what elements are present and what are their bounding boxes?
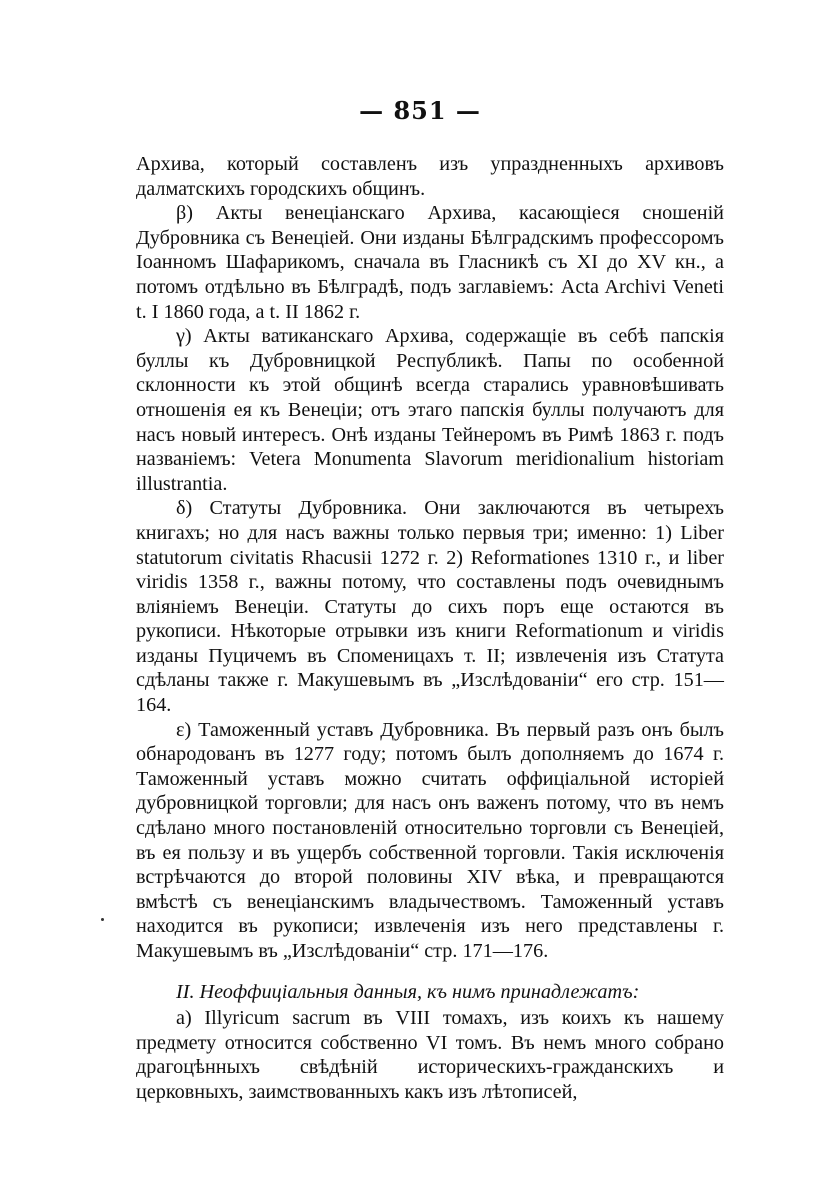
paragraph-archive-continuation: Архива, который составленъ изъ упраздненныхъ архивовъ далматскихъ городскихъ общинъ. [136, 153, 724, 200]
paragraph-venetian-archive: β) Акты венеціанскаго Архива, касающіеся сношеній Дубровника съ Венеціей. Они изданы Бѣлградскимъ профессоромъ Іоанномъ Шафарикомъ, сначала въ Гласникѣ съ XI до XV кн., а потомъ отдѣльно въ Бѣлградѣ, подъ заглавіемъ: Acta Archivi Veneti t. I 1860 года, a t. II 1862 г. [136, 202, 724, 323]
body-text [136, 152, 724, 1105]
section-heading: II. Неоффиціальныя данныя, къ нимъ принадлежатъ: [176, 980, 640, 1003]
paragraph-statutes: δ) Статуты Дубровника. Они заключаются въ четырехъ книгахъ; но для насъ важны только первыя три; именно: 1) Liber statutorum civitatis Rhacusii 1272 г. 2) Reformationes 1310 г., и liber viridis 1358 г., важны потому, что составлены подъ очевиднымъ вліяніемъ Венеціи. Статуты до сихъ поръ еще остаются въ рукописи. Нѣкоторые отрывки изъ книги Reformationum и viridis изданы Пуцичемъ въ Споменицахъ т. II; извлеченія изъ Статута сдѣланы также г. Макушевымъ въ „Изслѣдованіи“ его стр. 151—164. [136, 497, 724, 717]
paragraph-vatican-archive: γ) Акты ватиканскаго Архива, содержащіе въ себѣ папскія буллы къ Дубровницкой Республикѣ. Папы по особенной склонности къ этой общинѣ всегда старались уравновѣшивать отношенія ея къ Венеціи; отъ этаго папскія буллы получаютъ для насъ новый интересъ. Онѣ изданы Тейнеромъ въ Римѣ 1863 г. подъ названіемъ: Vetera Monumenta Slavorum meridionalium historiam illustrantia. [136, 325, 724, 495]
paragraph-customs-statute: ε) Таможенный уставъ Дубровника. Въ первый разъ онъ былъ обнародованъ въ 1277 году; потомъ былъ дополняемъ до 1674 г. Таможенный уставъ можно считать оффиціальной исторіей дубровницкой торговли; для насъ онъ важенъ потому, что въ немъ сдѣлано много постановленій относительно торговли съ Венеціей, въ ея пользу и въ ущербъ собственной торговли. Такія исключенія встрѣчаются до второй половины XIV вѣка, и превращаются вмѣстѣ съ венеціанскимъ владычествомъ. Таможенный уставъ находится въ рукописи; извлеченія изъ него представлены г. Макушевымъ въ „Изслѣдованіи“ стр. 171—176. [136, 718, 724, 962]
page-number: — 851 — [359, 96, 481, 125]
paragraph-illyricum-sacrum: а) Illyricum sacrum въ VIII томахъ, изъ коихъ къ нашему предмету относится собственно VI томъ. Въ немъ много собрано драгоцѣнныхъ свѣдѣній историческихъ-гражданскихъ и церковныхъ, заимствованныхъ какъ изъ лѣтописей, [136, 1007, 724, 1103]
stray-ink-mark [101, 918, 104, 921]
